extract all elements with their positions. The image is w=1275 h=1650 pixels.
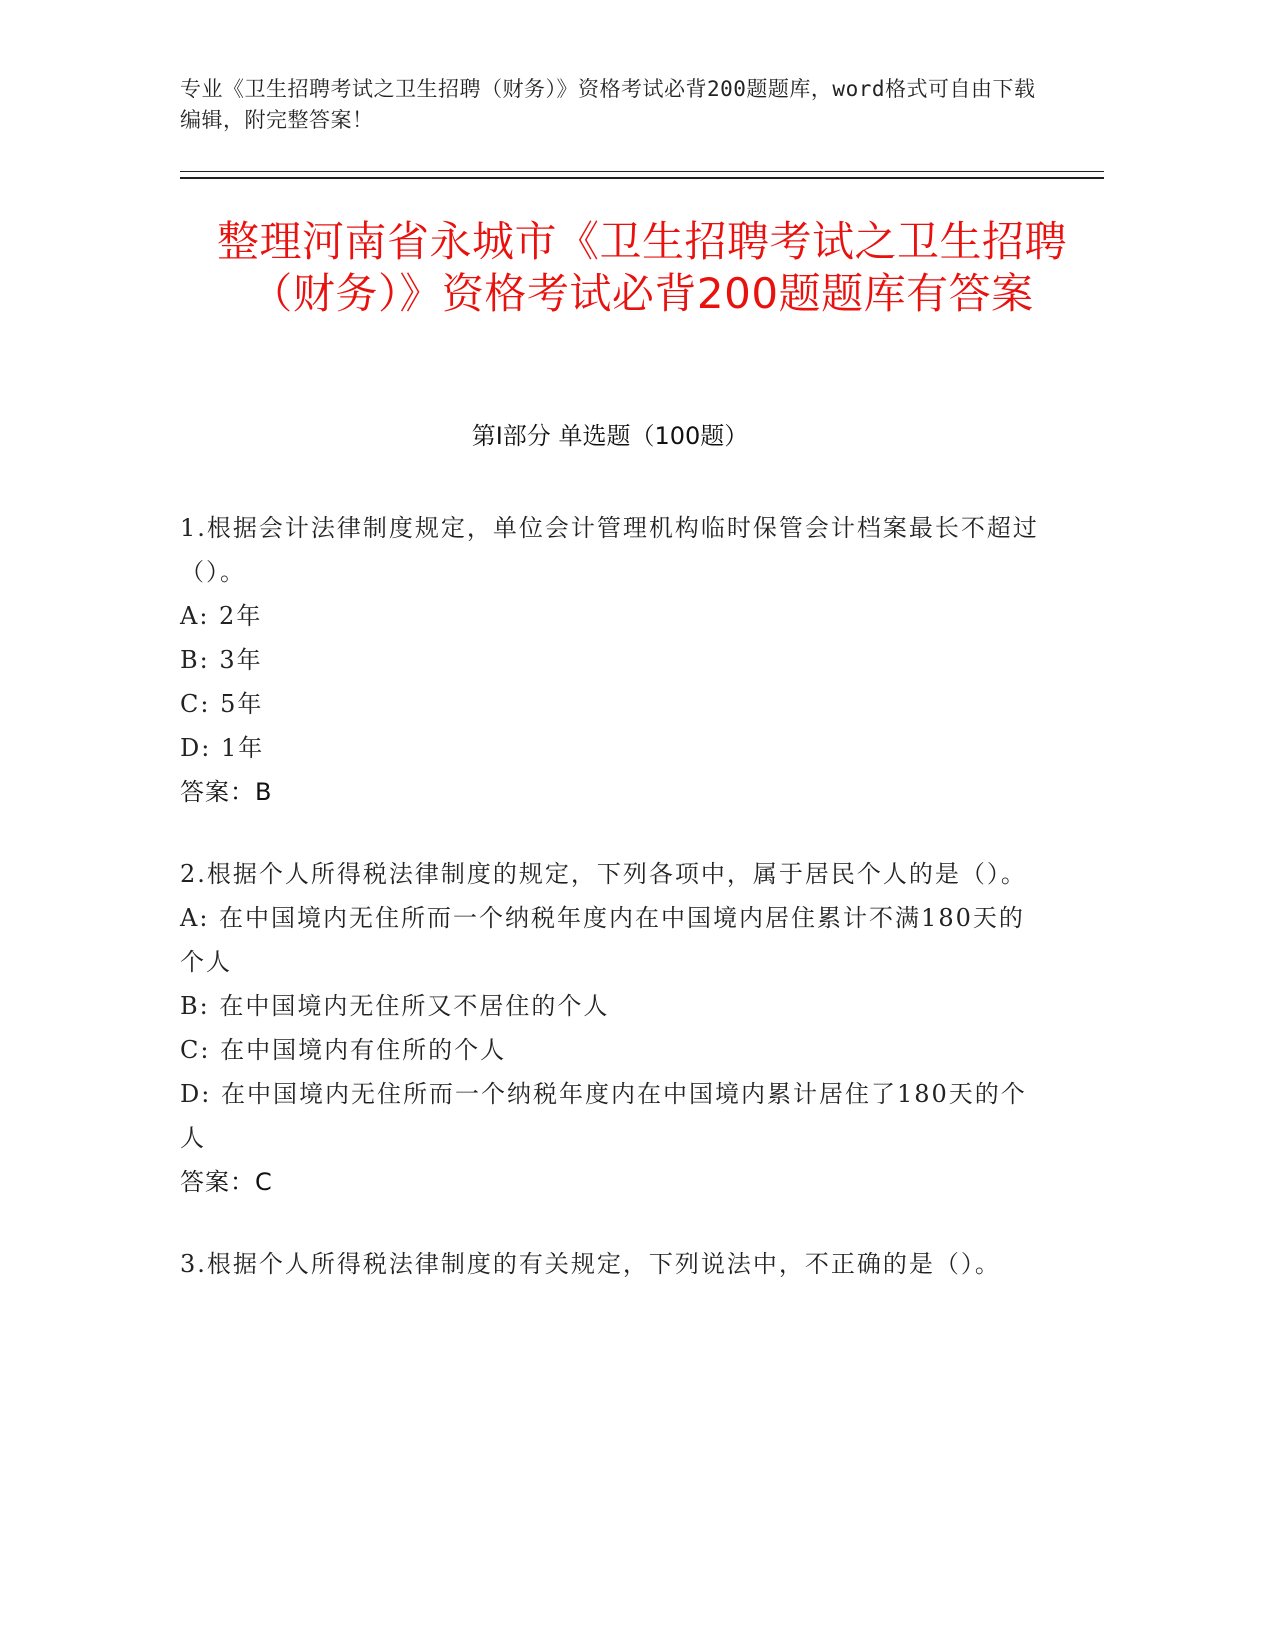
option-d: D: 在中国境内无住所而一个纳税年度内在中国境内累计居住了180天的个人 — [180, 1080, 1027, 1152]
answer-line: 答案：C — [180, 1168, 273, 1196]
option-a: A: 2年 — [180, 602, 263, 630]
question-stem: 3.根据个人所得税法律制度的有关规定，下列说法中，不正确的是（）。 — [180, 1250, 1001, 1278]
question-2 — [180, 852, 1040, 1204]
document-title: 整理河南省永城市《卫生招聘考试之卫生招聘（财务）》资格考试必背200题题库有答案 — [216, 217, 1067, 318]
header-note: 专业《卫生招聘考试之卫生招聘（财务）》资格考试必背200题题库，word格式可自由下载编辑，附完整答案！ — [180, 77, 1036, 132]
question-3 — [180, 1242, 1040, 1286]
section-heading: 第Ⅰ部分 单选题（100题） — [471, 422, 749, 450]
option-b: B: 在中国境内无住所又不居住的个人 — [180, 992, 610, 1020]
header-divider-top — [180, 171, 1104, 172]
question-stem: 1.根据会计法律制度规定，单位会计管理机构临时保管会计档案最长不超过（）。 — [180, 514, 1039, 586]
question-list — [180, 506, 1040, 1324]
header-divider-bottom — [180, 177, 1104, 179]
option-c: C: 在中国境内有住所的个人 — [180, 1036, 507, 1064]
option-a: A: 在中国境内无住所而一个纳税年度内在中国境内居住累计不满180天的个人 — [180, 904, 1025, 976]
answer-line: 答案：B — [180, 778, 273, 806]
question-stem: 2.根据个人所得税法律制度的规定，下列各项中，属于居民个人的是（）。 — [180, 860, 1027, 888]
option-c: C: 5年 — [180, 690, 264, 718]
option-b: B: 3年 — [180, 646, 263, 674]
question-1 — [180, 506, 1040, 814]
option-d: D: 1年 — [180, 734, 265, 762]
